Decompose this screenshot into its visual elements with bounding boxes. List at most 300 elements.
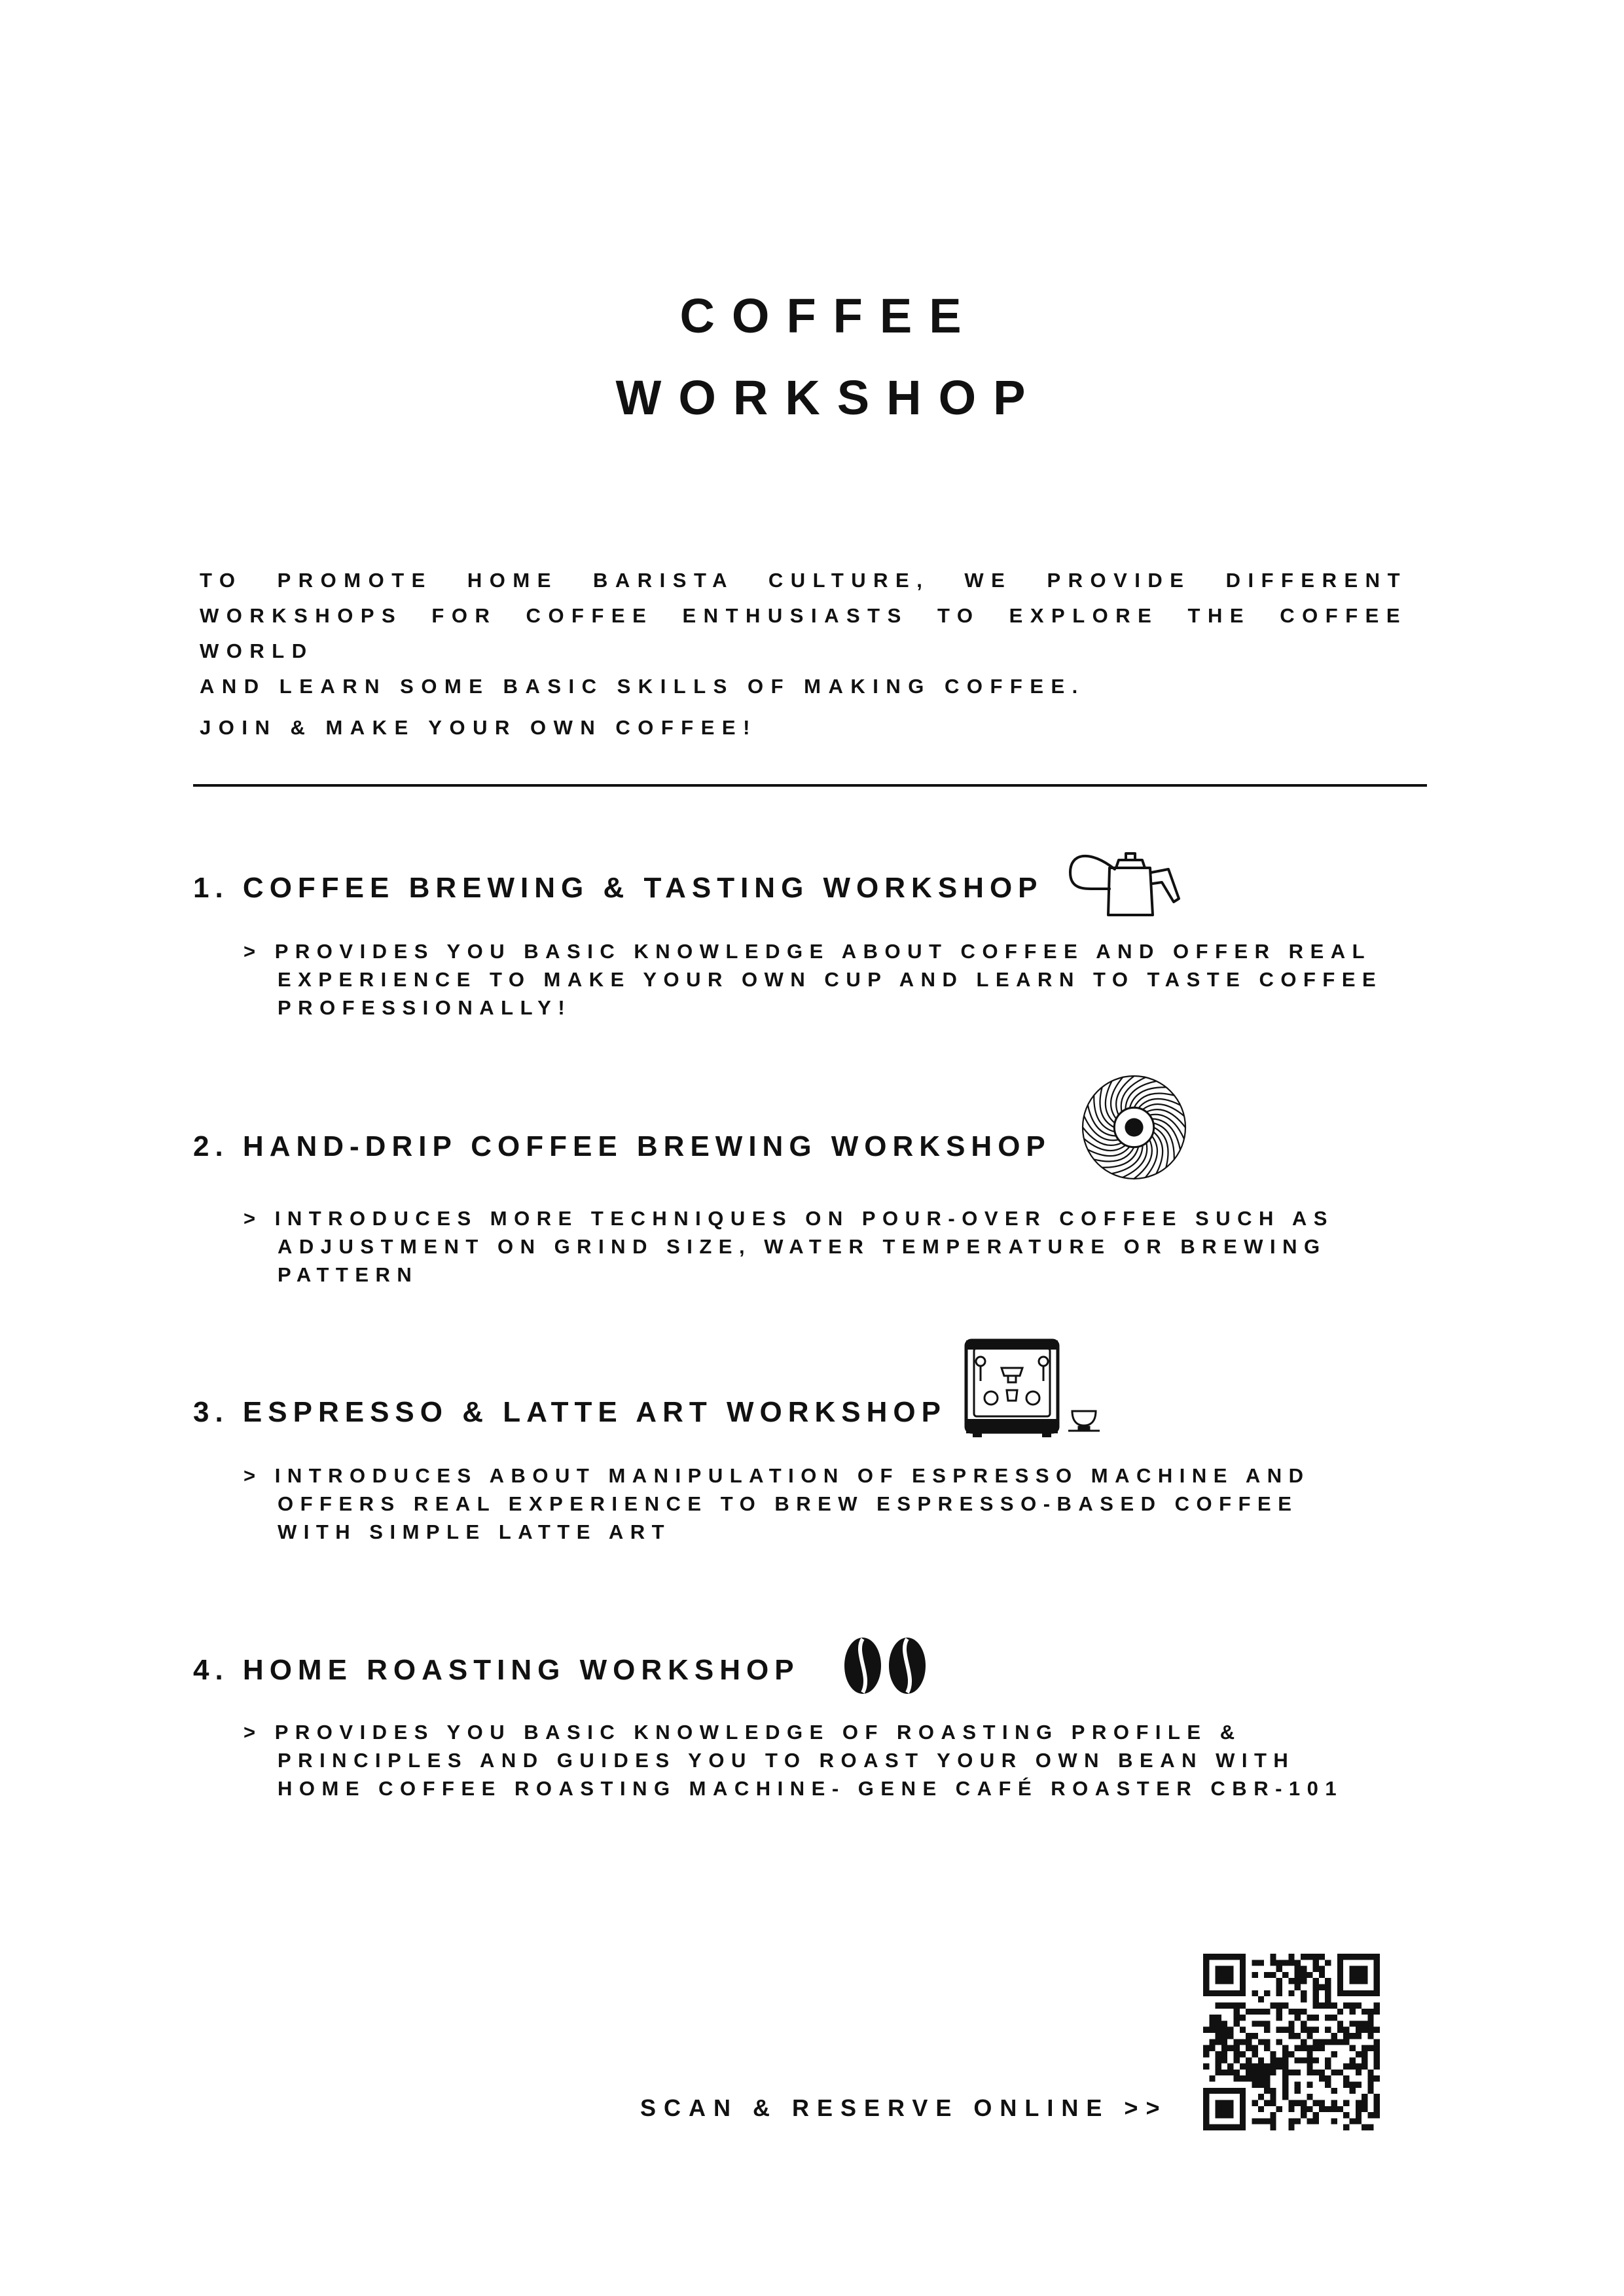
- qr-module: [1240, 2075, 1246, 2081]
- qr-module: [1246, 2057, 1252, 2063]
- qr-module: [1313, 2112, 1319, 2118]
- qr-module: [1209, 2075, 1215, 2081]
- qr-module: [1264, 1990, 1270, 1996]
- qr-module: [1349, 2045, 1355, 2051]
- qr-module: [1282, 2082, 1288, 2088]
- qr-module: [1288, 1954, 1294, 1960]
- filter-ray: [1088, 1147, 1130, 1156]
- qr-module: [1270, 1960, 1276, 1965]
- paper-filter-icon: [1080, 1073, 1188, 1181]
- qr-module: [1209, 2020, 1215, 2026]
- qr-module: [1307, 2057, 1312, 2063]
- qr-module: [1349, 2057, 1355, 2063]
- qr-module: [1276, 1966, 1282, 1972]
- qr-module: [1282, 2051, 1288, 2057]
- qr-module: [1258, 2009, 1264, 2015]
- qr-module: [1288, 2027, 1294, 2033]
- qr-module: [1307, 2015, 1312, 2020]
- qr-module: [1337, 2020, 1343, 2026]
- qr-module: [1362, 2051, 1367, 2057]
- qr-module: [1295, 1960, 1301, 1965]
- qr-module: [1301, 2027, 1307, 2033]
- qr-module: [1319, 2106, 1325, 2112]
- workshop-4-title: 4. HOME ROASTING WORKSHOP: [193, 1654, 800, 1686]
- qr-module: [1319, 2002, 1325, 2008]
- qr-module: [1362, 2057, 1367, 2063]
- qr-module: [1252, 2009, 1257, 2015]
- qr-module: [1301, 1972, 1307, 1978]
- qr-module: [1252, 2118, 1257, 2124]
- qr-module: [1288, 1960, 1294, 1965]
- qr-module: [1221, 2027, 1227, 2033]
- qr-module: [1270, 1954, 1276, 1960]
- qr-module: [1325, 2057, 1331, 2063]
- qr-module: [1367, 2112, 1373, 2118]
- scan-reserve-cta: SCAN & RESERVE ONLINE >>: [640, 2094, 1168, 2121]
- qr-module: [1349, 2064, 1355, 2070]
- qr-module: [1282, 2075, 1288, 2081]
- qr-module: [1270, 2070, 1276, 2075]
- qr-module: [1374, 2100, 1380, 2106]
- qr-module: [1301, 2100, 1307, 2106]
- qr-module: [1301, 2020, 1307, 2026]
- qr-module: [1313, 2118, 1319, 2124]
- qr-module: [1270, 2057, 1276, 2063]
- qr-module: [1234, 2051, 1240, 2057]
- qr-module: [1374, 2106, 1380, 2112]
- qr-module: [1301, 2112, 1307, 2118]
- qr-module: [1227, 2064, 1233, 2070]
- qr-module: [1264, 2039, 1270, 2045]
- qr-module: [1301, 2106, 1307, 2112]
- qr-module: [1258, 2094, 1264, 2100]
- qr-module: [1234, 2045, 1240, 2051]
- qr-module: [1234, 2039, 1240, 2045]
- qr-module: [1343, 2125, 1349, 2130]
- qr-module: [1367, 2125, 1373, 2130]
- qr-module: [1288, 2106, 1294, 2112]
- qr-module: [1356, 2112, 1362, 2118]
- qr-module: [1203, 2051, 1209, 2057]
- qr-module: [1246, 2075, 1252, 2081]
- qr-module: [1216, 2015, 1221, 2020]
- qr-module: [1221, 2033, 1227, 2039]
- qr-module: [1313, 1966, 1319, 1972]
- workshop-4-description: [244, 1718, 1343, 1803]
- qr-module: [1246, 2039, 1252, 2045]
- qr-module: [1331, 2015, 1337, 2020]
- qr-module: [1319, 1984, 1325, 1990]
- qr-module: [1288, 2100, 1294, 2106]
- qr-module: [1325, 1960, 1331, 1965]
- qr-module: [1252, 2033, 1257, 2039]
- qr-module: [1313, 1954, 1319, 1960]
- qr-module: [1356, 2002, 1362, 2008]
- qr-module: [1288, 1978, 1294, 1984]
- qr-module: [1246, 2070, 1252, 2075]
- qr-module: [1301, 2057, 1307, 2063]
- qr-module: [1313, 1978, 1319, 1984]
- qr-module: [1282, 2002, 1288, 2008]
- qr-module: [1362, 2106, 1367, 2112]
- qr-module: [1325, 2039, 1331, 2045]
- qr-module: [1325, 2002, 1331, 2008]
- qr-module: [1252, 2070, 1257, 2075]
- qr-module: [1276, 1984, 1282, 1990]
- qr-module: [1282, 2070, 1288, 2075]
- qr-module: [1307, 2118, 1312, 2124]
- qr-module: [1343, 2075, 1349, 2081]
- qr-module: [1270, 2002, 1276, 2008]
- qr-module: [1367, 2070, 1373, 2075]
- gooseneck-kettle-icon: [1064, 843, 1195, 925]
- qr-module: [1203, 2027, 1209, 2033]
- qr-module: [1362, 2094, 1367, 2100]
- qr-module: [1313, 2070, 1319, 2075]
- qr-module: [1221, 2051, 1227, 2057]
- qr-module: [1264, 2100, 1270, 2106]
- qr-module: [1221, 2070, 1227, 2075]
- qr-module: [1252, 1990, 1257, 1996]
- qr-module: [1227, 2033, 1233, 2039]
- qr-module: [1270, 2100, 1276, 2106]
- qr-module: [1276, 2057, 1282, 2063]
- qr-module: [1227, 2002, 1233, 2008]
- qr-module: [1252, 2075, 1257, 2081]
- qr-module: [1362, 2020, 1367, 2026]
- qr-module: [1362, 2064, 1367, 2070]
- qr-module: [1325, 2082, 1331, 2088]
- qr-module: [1356, 2106, 1362, 2112]
- qr-module: [1295, 2057, 1301, 2063]
- qr-module: [1252, 1960, 1257, 1965]
- qr-module: [1264, 2088, 1270, 2094]
- qr-module: [1276, 2106, 1282, 2112]
- page-title-line-2: WORKSHOP: [615, 370, 1043, 425]
- qr-module: [1216, 2002, 1221, 2008]
- intro-line: TO PROMOTE HOME BARISTA CULTURE, WE PROVIDE DIFFERENT: [200, 569, 1407, 592]
- qr-module: [1258, 2082, 1264, 2088]
- qr-module: [1362, 2045, 1367, 2051]
- qr-module: [1209, 2045, 1215, 2051]
- workshop-3-title: 3. ESPRESSO & LATTE ART WORKSHOP: [193, 1396, 947, 1428]
- qr-module: [1307, 2027, 1312, 2033]
- qr-module: [1295, 2015, 1301, 2020]
- qr-module: [1252, 2051, 1257, 2057]
- qr-module: [1313, 1996, 1319, 2002]
- qr-module: [1331, 2070, 1337, 2075]
- qr-module: [1362, 2125, 1367, 2130]
- qr-module: [1282, 1960, 1288, 1965]
- qr-module: [1295, 1972, 1301, 1978]
- qr-module: [1307, 2106, 1312, 2112]
- qr-module: [1234, 2057, 1240, 2063]
- qr-module: [1301, 2045, 1307, 2051]
- qr-module: [1356, 2070, 1362, 2075]
- qr-module: [1374, 2094, 1380, 2100]
- qr-module: [1295, 2045, 1301, 2051]
- qr-module: [1252, 2045, 1257, 2051]
- qr-module: [1331, 2033, 1337, 2039]
- qr-module: [1307, 2051, 1312, 2057]
- qr-module: [1337, 2039, 1343, 2045]
- qr-module: [1313, 2002, 1319, 2008]
- section-divider: [193, 784, 1427, 787]
- qr-module: [1337, 2009, 1343, 2015]
- qr-module: [1374, 2075, 1380, 2081]
- qr-module: [1301, 2039, 1307, 2045]
- qr-module: [1276, 2009, 1282, 2015]
- qr-module: [1221, 2020, 1227, 2026]
- qr-module: [1343, 2100, 1349, 2106]
- qr-module: [1264, 2075, 1270, 2081]
- qr-module: [1216, 2039, 1221, 2045]
- qr-module: [1349, 2033, 1355, 2039]
- qr-module: [1295, 2118, 1301, 2124]
- qr-module: [1367, 2075, 1373, 2081]
- qr-module: [1264, 2082, 1270, 2088]
- qr-module: [1362, 2100, 1367, 2106]
- qr-module: [1367, 2033, 1373, 2039]
- qr-module: [1325, 2015, 1331, 2020]
- qr-module: [1288, 2033, 1294, 2039]
- qr-module: [1319, 2075, 1325, 2081]
- qr-module: [1276, 2027, 1282, 2033]
- qr-module: [1234, 2002, 1240, 2008]
- qr-module: [1367, 2088, 1373, 2094]
- qr-module: [1288, 1990, 1294, 1996]
- qr-module: [1270, 2094, 1276, 2100]
- qr-module: [1288, 2009, 1294, 2015]
- qr-module: [1356, 2020, 1362, 2026]
- qr-module: [1349, 2009, 1355, 2015]
- workshop-4-desc-line: PRINCIPLES AND GUIDES YOU TO ROAST YOUR OWN BEAN WITH: [278, 1749, 1295, 1772]
- qr-module: [1331, 2100, 1337, 2106]
- qr-module: [1337, 2106, 1343, 2112]
- qr-module: [1295, 2100, 1301, 2106]
- qr-module: [1216, 2020, 1221, 2026]
- qr-module: [1313, 1960, 1319, 1965]
- qr-module: [1216, 2033, 1221, 2039]
- qr-module: [1307, 1954, 1312, 1960]
- qr-module: [1240, 2051, 1246, 2057]
- qr-module: [1252, 2100, 1257, 2106]
- qr-module: [1349, 2088, 1355, 2094]
- qr-module: [1356, 2027, 1362, 2033]
- qr-module: [1258, 2039, 1264, 2045]
- qr-module: [1374, 2051, 1380, 2057]
- qr-module: [1349, 2118, 1355, 2124]
- workshop-2-desc-line: PATTERN: [278, 1263, 419, 1286]
- intro-tagline: JOIN & MAKE YOUR OWN COFFEE!: [200, 716, 757, 739]
- qr-module: [1319, 1972, 1325, 1978]
- qr-module: [1282, 2094, 1288, 2100]
- qr-module: [1282, 2045, 1288, 2051]
- qr-code-icon[interactable]: [1203, 1954, 1380, 2130]
- qr-module: [1221, 2039, 1227, 2045]
- qr-module: [1331, 2088, 1337, 2094]
- qr-module: [1258, 2106, 1264, 2112]
- qr-module: [1362, 2027, 1367, 2033]
- qr-module: [1374, 2045, 1380, 2051]
- qr-module: [1313, 2100, 1319, 2106]
- qr-module: [1295, 1984, 1301, 1990]
- qr-module: [1258, 2020, 1264, 2026]
- qr-module: [1319, 1966, 1325, 1972]
- qr-module: [1325, 1990, 1331, 1996]
- qr-module: [1374, 2057, 1380, 2063]
- qr-module: [1367, 2045, 1373, 2051]
- qr-module: [1221, 2002, 1227, 2008]
- qr-module: [1276, 1978, 1282, 1984]
- qr-module: [1319, 2045, 1325, 2051]
- qr-module: [1295, 2088, 1301, 2094]
- qr-module: [1313, 2027, 1319, 2033]
- qr-module: [1246, 2045, 1252, 2051]
- qr-module: [1374, 2002, 1380, 2008]
- qr-module: [1282, 2027, 1288, 2033]
- qr-module: [1343, 2002, 1349, 2008]
- qr-module: [1246, 2009, 1252, 2015]
- qr-module: [1258, 1960, 1264, 1965]
- qr-module: [1288, 2020, 1294, 2026]
- qr-module: [1258, 2075, 1264, 2081]
- workshop-3-description: [244, 1462, 1310, 1546]
- qr-module: [1252, 2020, 1257, 2026]
- qr-module: [1221, 2057, 1227, 2063]
- qr-module: [1258, 2064, 1264, 2070]
- qr-module: [1295, 2070, 1301, 2075]
- qr-module: [1234, 2020, 1240, 2026]
- qr-module: [1234, 2015, 1240, 2020]
- workshop-1-desc-line: > PROVIDES YOU BASIC KNOWLEDGE ABOUT COFFEE AND OFFER REAL: [244, 940, 1372, 963]
- qr-module: [1216, 2057, 1221, 2063]
- qr-module: [1270, 2051, 1276, 2057]
- qr-module: [1227, 2045, 1233, 2051]
- qr-module: [1367, 2009, 1373, 2015]
- qr-module: [1343, 2027, 1349, 2033]
- qr-module: [1307, 2070, 1312, 2075]
- qr-module: [1356, 2082, 1362, 2088]
- qr-module: [1216, 2070, 1221, 2075]
- qr-module: [1276, 2064, 1282, 2070]
- workshop-1-desc-line: PROFESSIONALLY!: [278, 996, 572, 1019]
- qr-module: [1374, 2064, 1380, 2070]
- qr-module: [1325, 2027, 1331, 2033]
- qr-module: [1258, 2057, 1264, 2063]
- qr-module: [1367, 2020, 1373, 2026]
- qr-module: [1374, 2027, 1380, 2033]
- qr-module: [1356, 2118, 1362, 2124]
- qr-module: [1240, 2039, 1246, 2045]
- qr-module: [1246, 2064, 1252, 2070]
- qr-module: [1313, 1990, 1319, 1996]
- qr-module: [1209, 2039, 1215, 2045]
- qr-module: [1331, 2002, 1337, 2008]
- qr-module: [1349, 2020, 1355, 2026]
- page-title-line-1: COFFEE: [679, 289, 979, 343]
- filter-ray: [1153, 1132, 1163, 1174]
- qr-module: [1240, 2015, 1246, 2020]
- espresso-machine-icon: [962, 1335, 1106, 1440]
- qr-module: [1252, 1972, 1257, 1978]
- qr-module: [1343, 2033, 1349, 2039]
- qr-module: [1234, 2075, 1240, 2081]
- workshop-2-description: [244, 1204, 1334, 1289]
- qr-module: [1282, 2088, 1288, 2094]
- qr-module: [1313, 2057, 1319, 2063]
- qr-module: [1374, 2112, 1380, 2118]
- qr-module: [1288, 2118, 1294, 2124]
- qr-module: [1325, 2064, 1331, 2070]
- qr-module: [1325, 1978, 1331, 1984]
- qr-module: [1270, 2125, 1276, 2130]
- qr-module: [1276, 1990, 1282, 1996]
- workshop-2-desc-line: ADJUSTMENT ON GRIND SIZE, WATER TEMPERATURE OR BREWING: [278, 1235, 1327, 1258]
- qr-module: [1246, 2033, 1252, 2039]
- qr-module: [1264, 2027, 1270, 2033]
- qr-module: [1209, 2015, 1215, 2020]
- workshop-1-desc-line: EXPERIENCE TO MAKE YOUR OWN CUP AND LEARN TO TASTE COFFEE: [278, 968, 1383, 991]
- workshop-3-desc-line: > INTRODUCES ABOUT MANIPULATION OF ESPRESSO MACHINE AND: [244, 1464, 1310, 1487]
- qr-module: [1301, 2009, 1307, 2015]
- qr-module: [1362, 2009, 1367, 2015]
- qr-module: [1367, 2027, 1373, 2033]
- qr-module: [1216, 2027, 1221, 2033]
- qr-module: [1264, 2070, 1270, 2075]
- qr-module: [1240, 2027, 1246, 2033]
- workshop-2-title: 2. HAND-DRIP COFFEE BREWING WORKSHOP: [193, 1130, 1051, 1162]
- qr-module: [1307, 1972, 1312, 1978]
- workshop-2-desc-line: > INTRODUCES MORE TECHNIQUES ON POUR-OVER COFFEE SUCH AS: [244, 1207, 1334, 1230]
- qr-module: [1264, 2020, 1270, 2026]
- qr-module: [1264, 1972, 1270, 1978]
- qr-module: [1313, 2015, 1319, 2020]
- qr-module: [1349, 2082, 1355, 2088]
- workshop-4-desc-line: > PROVIDES YOU BASIC KNOWLEDGE OF ROASTING PROFILE &: [244, 1721, 1242, 1744]
- qr-module: [1216, 2064, 1221, 2070]
- qr-module: [1276, 2015, 1282, 2020]
- qr-module: [1367, 2015, 1373, 2020]
- workshop-1-description: [244, 937, 1382, 1022]
- qr-module: [1325, 2106, 1331, 2112]
- qr-module: [1264, 2009, 1270, 2015]
- qr-module: [1203, 2045, 1209, 2051]
- qr-module: [1301, 1954, 1307, 1960]
- qr-module: [1240, 2002, 1246, 2008]
- qr-module: [1356, 2033, 1362, 2039]
- qr-module: [1295, 1978, 1301, 1984]
- qr-module: [1325, 1996, 1331, 2002]
- coffee-beans-icon: [837, 1633, 935, 1698]
- qr-module: [1282, 1972, 1288, 1978]
- qr-module: [1282, 2057, 1288, 2063]
- qr-module: [1356, 2100, 1362, 2106]
- workshop-1-title: 1. COFFEE BREWING & TASTING WORKSHOP: [193, 872, 1043, 904]
- qr-module: [1343, 2064, 1349, 2070]
- qr-module: [1337, 2070, 1343, 2075]
- qr-module: [1270, 2112, 1276, 2118]
- qr-module: [1343, 2112, 1349, 2118]
- workshop-3-desc-line: WITH SIMPLE LATTE ART: [278, 1520, 672, 1543]
- qr-module: [1288, 2051, 1294, 2057]
- qr-module: [1307, 2045, 1312, 2051]
- qr-module: [1319, 2039, 1325, 2045]
- workshop-4-desc-line: HOME COFFEE ROASTING MACHINE- GENE CAFÉ ROASTER CBR-101: [278, 1777, 1344, 1800]
- qr-module: [1331, 2039, 1337, 2045]
- intro-line: AND LEARN SOME BASIC SKILLS OF MAKING COFFEE.: [200, 675, 1085, 698]
- intro-paragraph: [200, 563, 1407, 704]
